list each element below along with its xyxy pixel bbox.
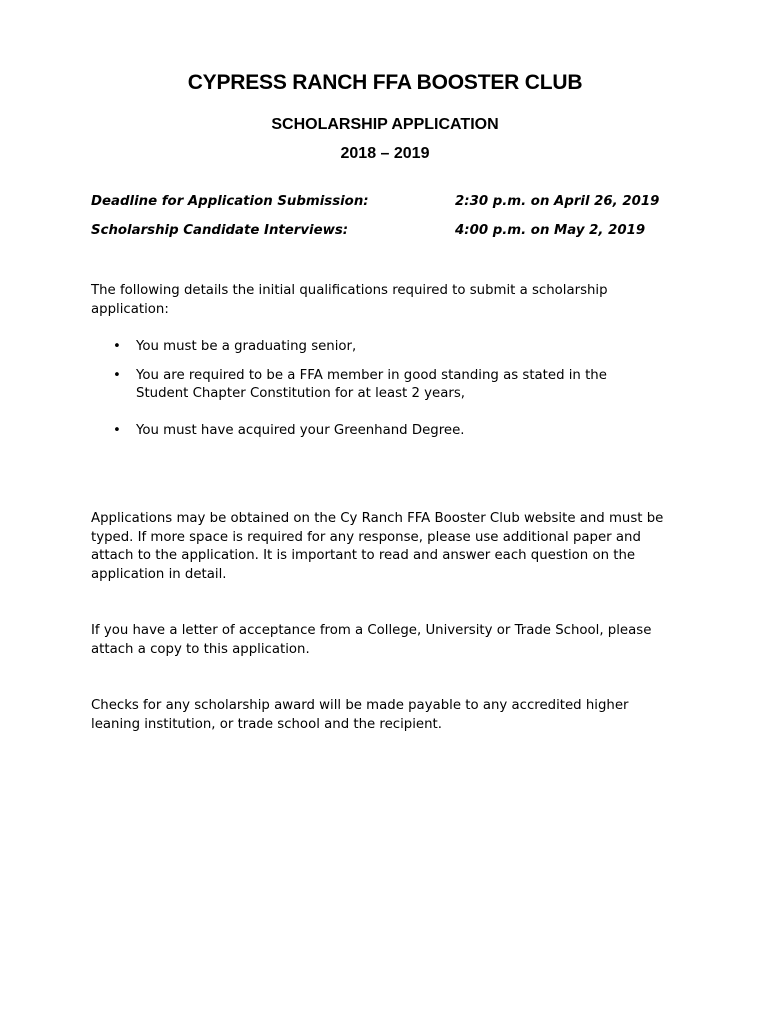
- deadline-value: 2:30 p.m. on April 26, 2019: [455, 194, 660, 209]
- qualification-text: You must be a graduating senior,: [136, 339, 357, 354]
- document-subtitle: SCHOLARSHIP APPLICATION: [271, 116, 499, 133]
- deadline-row: [91, 194, 691, 214]
- applications-paragraph: Applications may be obtained on the Cy Ranch FFA Booster Club website and must be typed. If more space is required for any response, please use additional paper and attach to the application. It is important to read and answer each question on the application in detail.: [91, 511, 664, 582]
- bullet-icon: •: [113, 422, 121, 438]
- acceptance-letter-paragraph: If you have a letter of acceptance from a College, University or Trade School, please attach a copy to this application.: [91, 623, 652, 657]
- qualifications-list: [91, 338, 651, 440]
- bullet-icon: •: [113, 339, 121, 354]
- interviews-value: 4:00 p.m. on May 2, 2019: [455, 223, 646, 238]
- interviews-label: Scholarship Candidate Interviews:: [91, 223, 349, 238]
- checks-paragraph: Checks for any scholarship award will be made payable to any accredited higher leaning institution, or trade school and the recipient.: [91, 698, 629, 732]
- list-item: [91, 338, 651, 357]
- interviews-row: [91, 223, 691, 243]
- document-title: CYPRESS RANCH FFA BOOSTER CLUB: [187, 71, 583, 94]
- qualification-text: You must have acquired your Greenhand Degree.: [136, 422, 465, 438]
- list-item: [91, 367, 651, 404]
- list-item: [91, 422, 651, 441]
- intro-paragraph: The following details the initial qualifications required to submit a scholarship application:: [91, 283, 608, 317]
- academic-year: 2018 – 2019: [340, 145, 430, 162]
- qualification-text: You are required to be a FFA member in good standing as stated in the Student Chapter Constitution for at least 2 years,: [136, 367, 607, 402]
- deadline-label: Deadline for Application Submission:: [91, 194, 369, 209]
- bullet-icon: •: [113, 367, 121, 383]
